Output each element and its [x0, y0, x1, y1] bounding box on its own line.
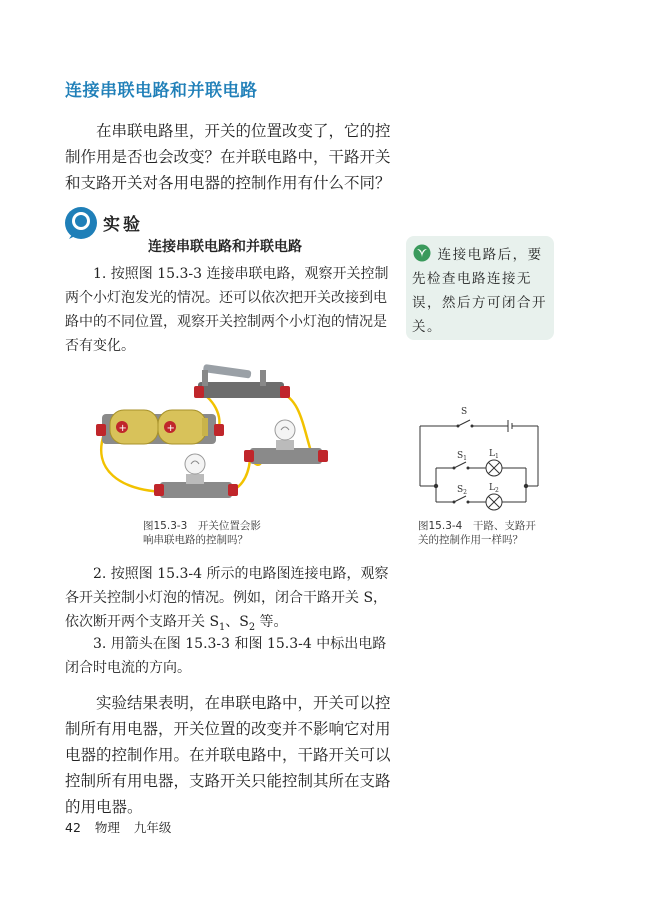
section-title: 连接串联电路和并联电路 — [65, 81, 258, 101]
caption-line: 关的控制作用一样吗？ — [418, 534, 523, 546]
experiment-step-3: 3. 用箭头在图 15.3-3 和图 15.3-4 中标出电路闭合时电流的方向。 — [65, 636, 387, 676]
series-circuit-illustration — [90, 360, 330, 515]
experiment-subtitle: 连接串联电路和并联电路 — [148, 239, 302, 255]
figure-15-3-3-caption — [143, 519, 283, 547]
page-footer — [65, 818, 181, 836]
svg-text:S1: $S_1$ — [457, 451, 467, 462]
svg-text:L2: $L_2$ — [489, 483, 499, 494]
label-s2: S — [457, 485, 464, 495]
label-s1: S — [457, 451, 464, 461]
caption-line: 图15.3-4 干路、支路开 — [418, 520, 536, 532]
footer-grade: 九年级 — [133, 820, 172, 835]
svg-text:L1: $L_1$ — [489, 449, 499, 460]
figure-15-3-4-caption — [418, 519, 558, 547]
experiment-step-2: 2. 按照图 15.3-4 所示的电路图连接电路，观察各开关控制小灯泡的情况。例如，闭合干路开关 S，依次断开两个支路开关 $S_1$、$S_2$ 等。 — [65, 566, 389, 633]
label-l2: L — [489, 483, 495, 493]
footer-subject: 物理 — [94, 820, 120, 835]
svg-text:+: + — [166, 423, 175, 434]
intro-text: 在串联电路里，开关的位置改变了，它的控制作用是否也会改变？在并联电路中，干路开关和支路开关对各用电器的控制作用有什么不同？ — [65, 122, 391, 192]
page-number: 42 — [65, 820, 81, 835]
svg-text:+: + — [118, 423, 127, 434]
caption-line: 图15.3-3 开关位置会影 — [143, 520, 261, 532]
figure-15-3-3 — [90, 360, 330, 519]
result-text: 实验结果表明，在串联电路中，开关可以控制所有用电器，开关位置的改变并不影响它对用电器的控制作用。在并联电路中，干路开关可以控制所有用电器，支路开关只能控制其所在支路的用电器。 — [65, 694, 391, 816]
figure-15-3-4 — [414, 402, 554, 518]
result-paragraph — [65, 690, 395, 820]
experiment-label: 实验 — [103, 215, 143, 235]
intro-paragraph — [65, 118, 395, 196]
experiment-icon — [63, 205, 99, 245]
label-l1: L — [489, 449, 495, 459]
svg-text:S2: $S_2$ — [457, 485, 467, 496]
parallel-circuit-diagram — [414, 402, 554, 514]
experiment-step-1: 1. 按照图 15.3-3 连接串联电路，观察开关控制两个小灯泡发光的情况。还可以依次把开关改接到电路中的不同位置，观察开关控制两个小灯泡的情况是否有变化。 — [65, 266, 389, 354]
note-text: 连接电路后，要先检查电路连接无误，然后方可闭合开关。 — [412, 247, 547, 335]
label-s: S — [461, 407, 468, 417]
caption-line: 响串联电路的控制吗？ — [143, 534, 248, 546]
